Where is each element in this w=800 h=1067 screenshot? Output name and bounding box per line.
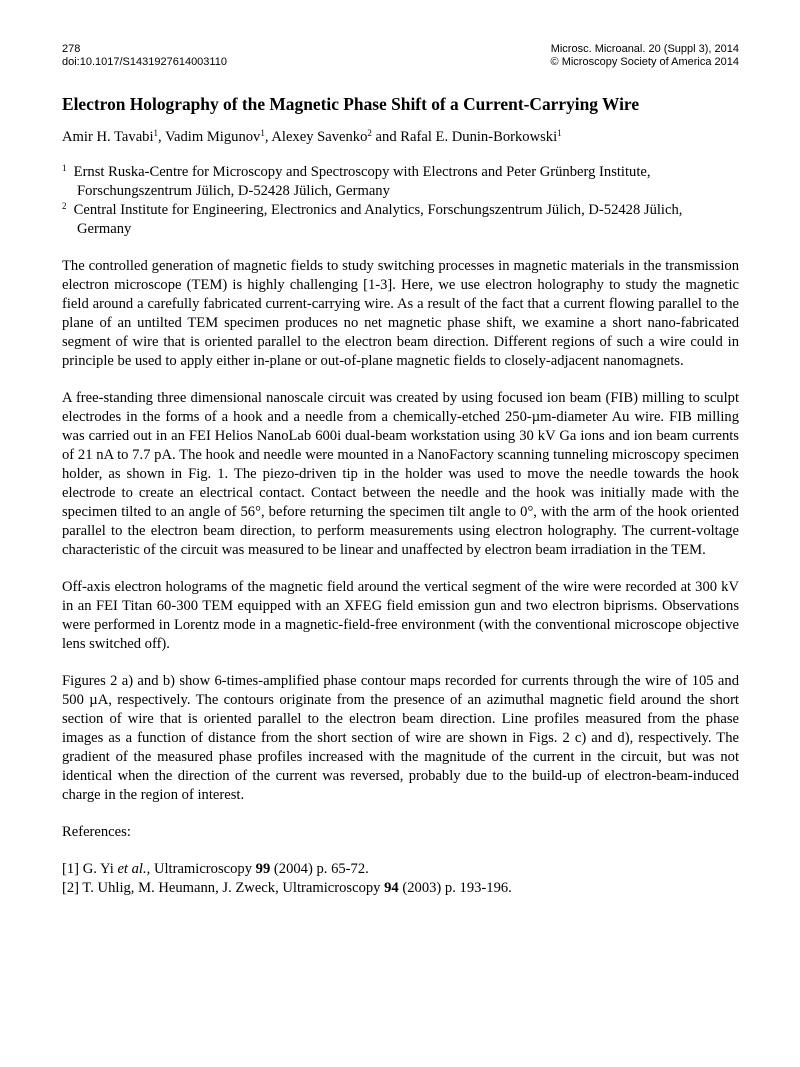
affiliation-text: Ernst Ruska-Centre for Microscopy and Spectroscopy with Electrons and Peter Grünberg Institute, Forschungszentrum Jülich, D-52428 Jülich, Germany <box>73 164 651 199</box>
journal-citation: Microsc. Microanal. 20 (Suppl 3), 2014 <box>550 43 739 55</box>
paper-page <box>62 43 739 898</box>
reference-journal: Ultramicroscopy <box>153 861 253 877</box>
reference-item <box>62 860 739 879</box>
page-number: 278 <box>62 43 81 55</box>
affiliation-marker: 1 <box>260 128 265 138</box>
running-header-left <box>62 43 227 69</box>
reference-item <box>62 879 739 898</box>
running-header <box>62 43 739 69</box>
affiliation-item: $^2$ Central Institute for Engineering, Electronics and Analytics, Forschungszentrum Jülich, D-52428 Jülich, Germany <box>62 201 683 237</box>
author: Rafal E. Dunin-Borkowski$^1$ <box>400 128 562 145</box>
body-paragraph: A free-standing three dimensional nanoscale circuit was created by using focused ion beam (FIB) milling to sculpt electrodes in the forms of a hook and a needle from a chemically-etched 250-µm-diameter Au wire. FIB milling was carried out in an FEI Helios NanoLab 600i dual-beam workstation using 30 kV Ga ions and ion beam currents of 21 nA to 7.7 pA. The hook and needle were mounted in a NanoFactory scanning tunneling microscopy specimen holder, as shown in Fig. 1. The piezo-driven tip in the holder was used to move the needle towards the hook electrode to create an electrical contact. Contact between the needle and the hook was initially made with the specimen tilted to an angle of 56°, before returning the specimen tilt angle to 0°, with the arm of the hook oriented parallel to the electron beam direction, to perform measurements using electron holography. The current-voltage characteristic of the circuit was measured to be linear and unaffected by electron beam irradiation in the TEM. <box>62 390 739 558</box>
copyright-notice: © Microscopy Society of America 2014 <box>550 56 739 68</box>
affiliation-text: Central Institute for Engineering, Electronics and Analytics, Forschungszentrum Jülich, D-52428 Jülich, Germany <box>73 202 683 237</box>
body-paragraph: Off-axis electron holograms of the magnetic field around the vertical segment of the wire were recorded at 300 kV in an FEI Titan 60-300 TEM equipped with an XFEG field emission gun and two electron biprisms. Observations were performed in Lorentz mode in a magnetic-field-free environment (with the conventional microscope objective lens switched off). <box>62 579 739 652</box>
reference-journal: Ultramicroscopy <box>282 880 381 896</box>
body-paragraph: The controlled generation of magnetic fields to study switching processes in magnetic materials in the transmission electron microscope (TEM) is highly challenging [1-3]. Here, we use electron holography to study the magnetic field around a carefully fabricated current-carrying wire. As a result of the fact that a current flowing parallel to the plane of an untilted TEM specimen produces no net magnetic phase shift, we examine a short nano-fabricated segment of wire that is oriented parallel to the electron beam direction. Different regions of such a wire could in principle be used to apply either in-plane or out-of-plane magnetic fields to closely-adjacent nanomagnets. <box>62 258 739 369</box>
body-paragraph: Figures 2 a) and b) show 6-times-amplified phase contour maps recorded for currents through the wire of 105 and 500 µA, respectively. The contours originate from the presence of an azimuthal magnetic field around the short section of wire that is oriented parallel to the electron beam direction. Line profiles measured from the phase images as a function of distance from the short section of wire are shown in Figs. 2 c) and d), respectively. The gradient of the measured phase profiles increased with the magnitude of the current in the circuit, but was not identical when the direction of the current was reversed, probably due to the build-up of electron-beam-induced charge in the region of interest. <box>62 673 739 803</box>
author-list <box>62 128 739 147</box>
reference-number: [1] <box>62 861 80 877</box>
reference-details: (2004) p. 65-72. <box>273 861 369 877</box>
affiliation-marker: 1 <box>153 128 159 138</box>
reference-etal: et al., <box>117 861 151 877</box>
affiliation-marker: 2 <box>367 128 372 138</box>
reference-list <box>62 860 739 898</box>
running-header-right <box>551 43 739 69</box>
author: Amir H. Tavabi$^1$, <box>62 128 166 145</box>
reference-number: [2] <box>62 880 80 896</box>
reference-authors: T. Uhlig, M. Heumann, J. Zweck, <box>82 880 279 896</box>
doi: doi:10.1017/S1431927614003110 <box>62 56 227 68</box>
reference-details: (2003) p. 193-196. <box>402 880 512 896</box>
author: Alexey Savenko$^2$ and <box>271 128 401 145</box>
affiliation-marker: 1 <box>557 128 562 138</box>
paper-title: Electron Holography of the Magnetic Phase Shift of a Current-Carrying Wire <box>62 94 640 114</box>
reference-volume: 94 <box>384 880 399 896</box>
reference-volume: 99 <box>255 861 271 877</box>
reference-authors: G. Yi <box>82 861 114 877</box>
affiliations <box>62 163 739 239</box>
references-heading: References: <box>62 824 131 840</box>
author: Vadim Migunov$^1$, <box>165 128 272 145</box>
affiliation-item: $^1$ Ernst Ruska-Centre for Microscopy and Spectroscopy with Electrons and Peter Grünberg Institute, Forschungszentrum Jülich, D-52428 Jülich, Germany <box>62 163 651 199</box>
